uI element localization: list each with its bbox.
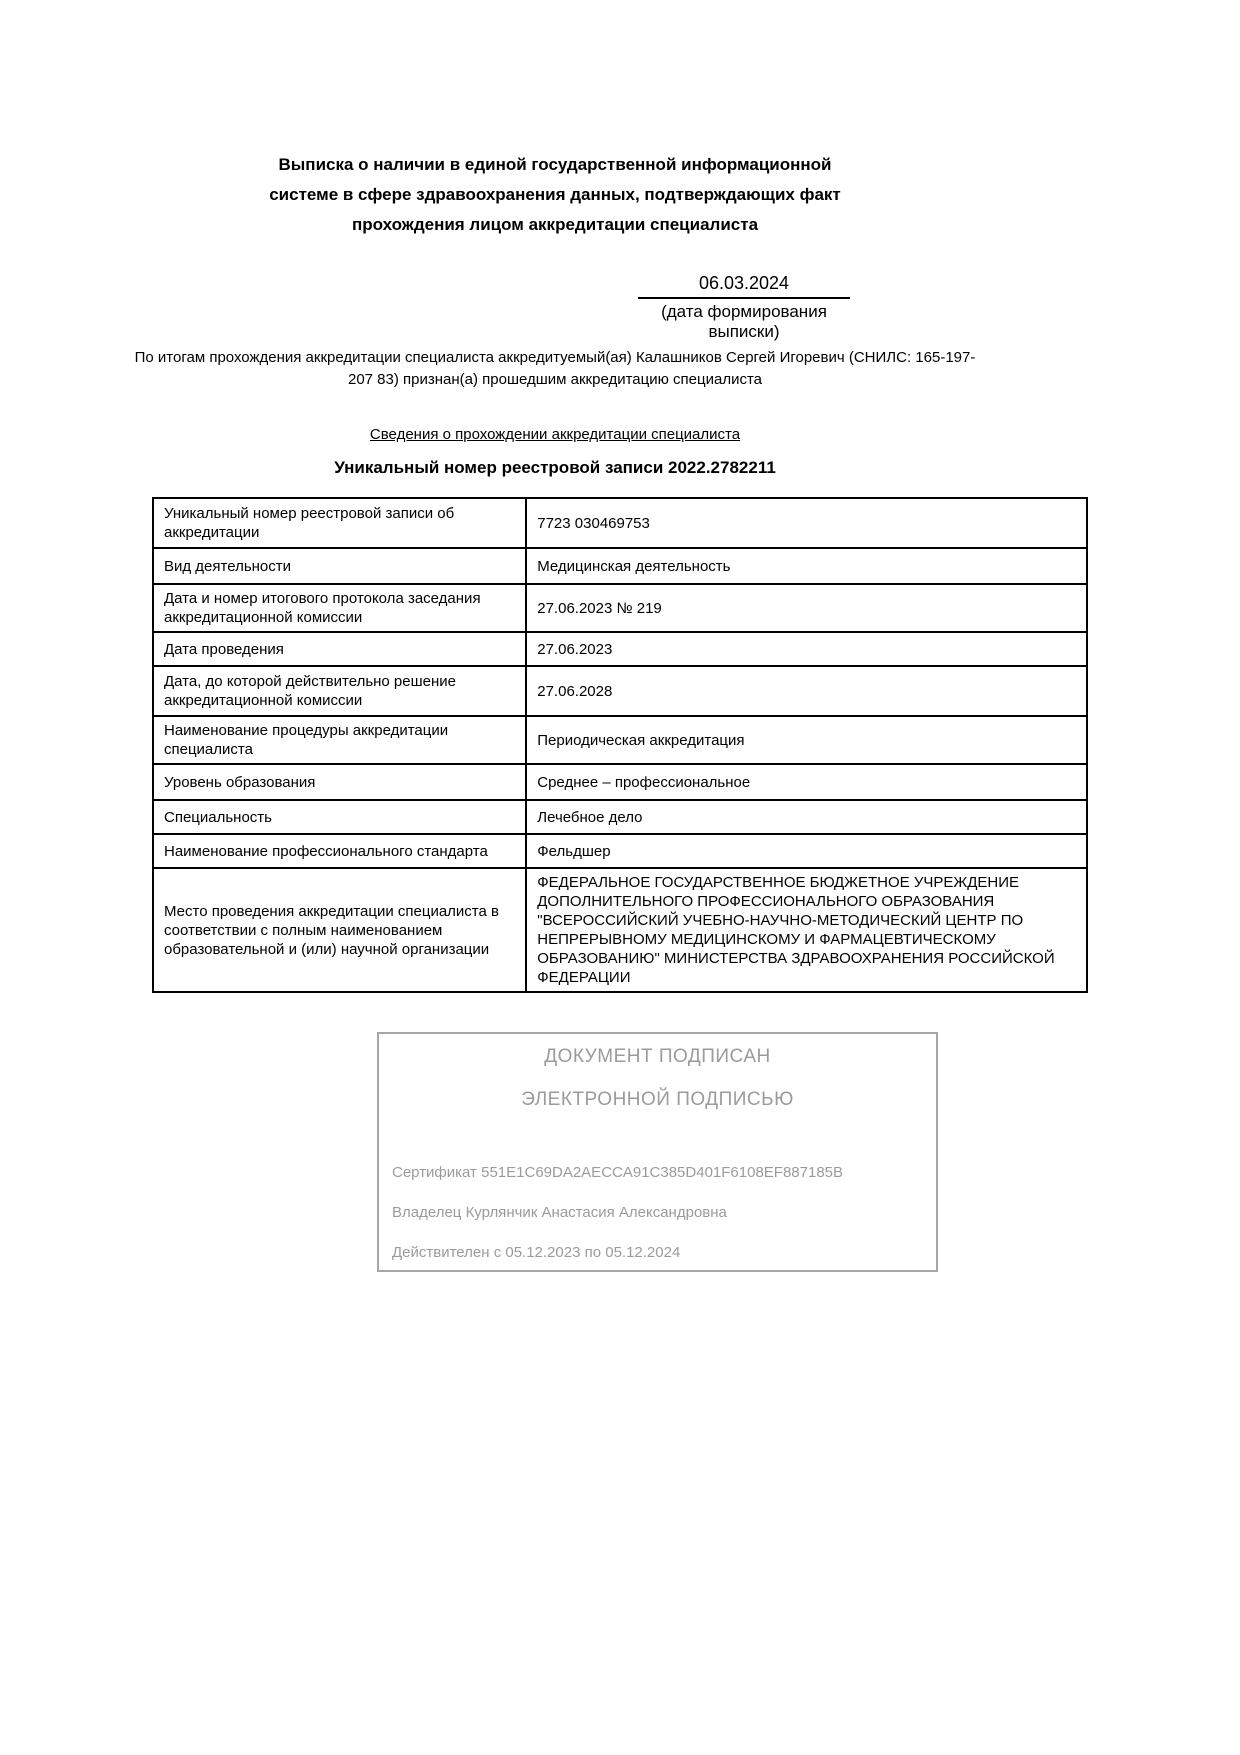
- accreditation-table: [152, 497, 1088, 993]
- table-row: [153, 498, 1087, 548]
- row-value: Среднее – профессиональное: [526, 764, 1087, 800]
- owner-line: [379, 1203, 936, 1222]
- row-label: Дата и номер итогового протокола заседания аккредитационной комиссии: [153, 584, 526, 632]
- certificate-value: 551E1C69DA2AECCA91C385D401F6108EF887185B: [481, 1164, 844, 1181]
- row-value: 27.06.2023: [526, 632, 1087, 666]
- table-row: [153, 868, 1087, 992]
- document-title: [150, 150, 960, 240]
- extract-date: 06.03.2024: [638, 272, 850, 299]
- document-title-line: прохождения лицом аккредитации специалиста: [351, 215, 759, 234]
- table-row: [153, 632, 1087, 666]
- extract-date-caption: (дата формирования выписки): [661, 302, 827, 341]
- table-row: [153, 548, 1087, 584]
- table-row: [153, 666, 1087, 716]
- row-value: 27.06.2023 № 219: [526, 584, 1087, 632]
- document-title-line: системе в сфере здравоохранения данных, подтверждающих факт: [269, 185, 841, 204]
- row-label: Специальность: [153, 800, 526, 834]
- row-value: 27.06.2028: [526, 666, 1087, 716]
- section-heading: Сведения о прохождении аккредитации специалиста: [369, 426, 741, 443]
- signature-heading-line1: ДОКУМЕНТ ПОДПИСАН: [544, 1046, 771, 1067]
- table-row: [153, 834, 1087, 868]
- row-value: 7723 030469753: [526, 498, 1087, 548]
- validity-line: Действителен с 05.12.2023 по 05.12.2024: [392, 1244, 681, 1261]
- table-row: [153, 716, 1087, 764]
- row-value: ФЕДЕРАЛЬНОЕ ГОСУДАРСТВЕННОЕ БЮДЖЕТНОЕ УЧРЕЖДЕНИЕ ДОПОЛНИТЕЛЬНОГО ПРОФЕССИОНАЛЬНОГО ОБРАЗОВАНИЯ "ВСЕРОССИЙСКИЙ УЧЕБНО-НАУЧНО-МЕТОДИЧЕСКИЙ ЦЕНТР ПО НЕПРЕРЫВНОМУ МЕДИЦИНСКОМУ И ФАРМАЦЕВТИЧЕСКОМУ ОБРАЗОВАНИЮ" МИНИСТЕРСТВА ЗДРАВООХРАНЕНИЯ РОССИЙСКОЙ ФЕДЕРАЦИИ: [526, 868, 1087, 992]
- table-row: [153, 764, 1087, 800]
- row-label: Вид деятельности: [153, 548, 526, 584]
- owner-label: Владелец: [392, 1204, 462, 1221]
- signature-heading-line2: ЭЛЕКТРОННОЙ ПОДПИСЬЮ: [521, 1089, 794, 1110]
- row-value: Периодическая аккредитация: [526, 716, 1087, 764]
- table-row: [153, 800, 1087, 834]
- row-label: Наименование профессионального стандарта: [153, 834, 526, 868]
- table-row: [153, 584, 1087, 632]
- row-label: Уровень образования: [153, 764, 526, 800]
- extract-date-block: [638, 272, 850, 342]
- certificate-line: [379, 1163, 936, 1182]
- signature-stamp: [377, 1032, 938, 1272]
- document-title-line: Выписка о наличии в единой государственной информационной: [278, 155, 832, 174]
- owner-value: Курлянчик Анастасия Александровна: [465, 1204, 727, 1221]
- row-value: Медицинская деятельность: [526, 548, 1087, 584]
- registry-number-heading: Уникальный номер реестровой записи 2022.2782211: [334, 458, 776, 477]
- row-label: Место проведения аккредитации специалиста в соответствии с полным наименованием образовательной и (или) научной организации: [153, 868, 526, 992]
- row-label: Дата проведения: [153, 632, 526, 666]
- intro-paragraph: По итогам прохождения аккредитации специалиста аккредитуемый(ая) Калашников Сергей Игоревич (СНИЛС: 165-197-207 83) признан(а) прошедшим аккредитацию специалиста: [134, 349, 976, 388]
- row-label: Наименование процедуры аккредитации специалиста: [153, 716, 526, 764]
- row-value: Лечебное дело: [526, 800, 1087, 834]
- row-label: Уникальный номер реестровой записи об аккредитации: [153, 498, 526, 548]
- row-label: Дата, до которой действительно решение аккредитационной комиссии: [153, 666, 526, 716]
- row-value: Фельдшер: [526, 834, 1087, 868]
- certificate-label: Сертификат: [392, 1164, 477, 1181]
